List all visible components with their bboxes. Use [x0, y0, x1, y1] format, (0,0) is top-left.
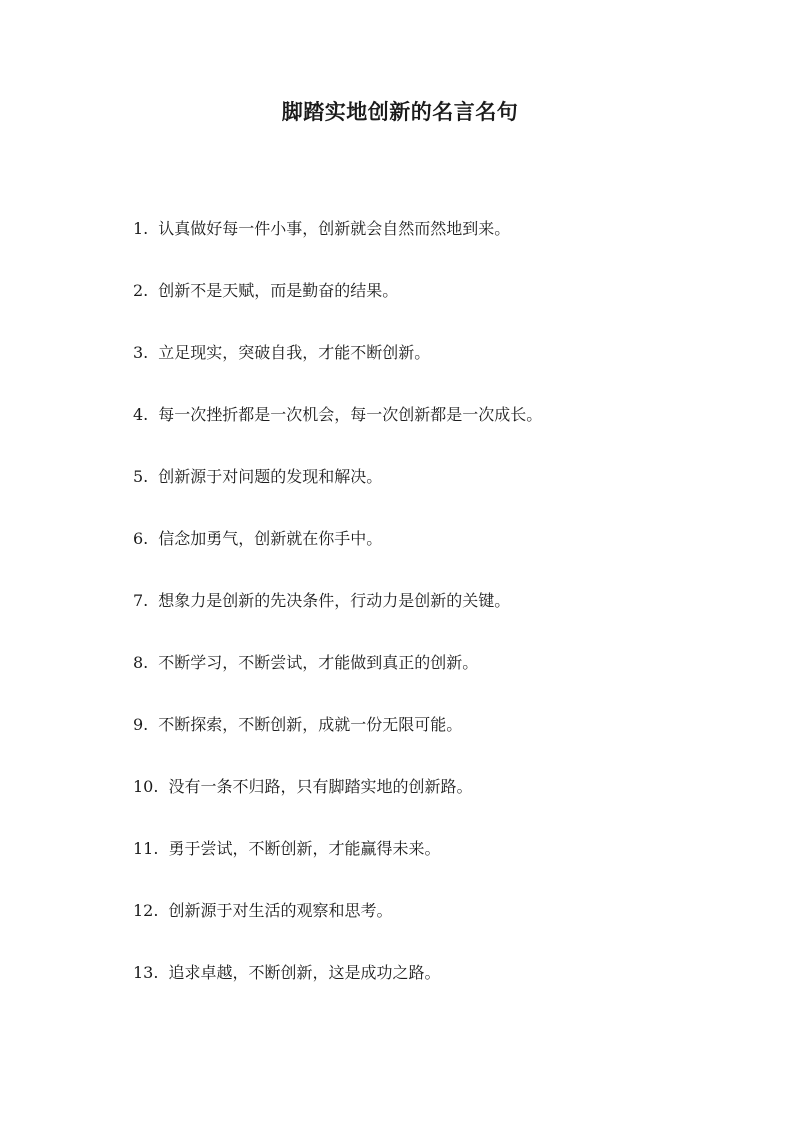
item-number: 7.	[133, 591, 149, 610]
item-number: 10.	[133, 777, 159, 796]
list-item	[133, 837, 773, 899]
list-item	[133, 961, 773, 1023]
item-number: 1.	[133, 219, 149, 238]
list-item	[133, 341, 773, 403]
item-number: 3.	[133, 343, 149, 362]
list-item	[133, 217, 773, 279]
list-item	[133, 651, 773, 713]
item-text: 认真做好每一件小事，创新就会自然而然地到来。	[158, 219, 511, 238]
item-text: 勇于尝试，不断创新，才能赢得未来。	[168, 839, 441, 858]
item-number: 5.	[133, 467, 149, 486]
item-text: 不断学习，不断尝试，才能做到真正的创新。	[158, 653, 479, 672]
item-text: 追求卓越，不断创新，这是成功之路。	[168, 963, 441, 982]
item-text: 立足现实，突破自我，才能不断创新。	[158, 343, 431, 362]
list-item	[133, 279, 773, 341]
quote-list	[133, 217, 773, 1023]
item-text: 想象力是创新的先决条件，行动力是创新的关键。	[158, 591, 511, 610]
list-item	[133, 589, 773, 651]
item-number: 11.	[133, 839, 159, 858]
item-number: 4.	[133, 405, 149, 424]
page-title: 脚踏实地创新的名言名句	[281, 99, 519, 124]
list-item	[133, 713, 773, 775]
list-item	[133, 403, 773, 465]
item-number: 6.	[133, 529, 149, 548]
list-item	[133, 899, 773, 961]
item-text: 不断探索，不断创新，成就一份无限可能。	[158, 715, 463, 734]
item-text: 没有一条不归路，只有脚踏实地的创新路。	[168, 777, 473, 796]
item-text: 创新源于对问题的发现和解决。	[158, 467, 383, 486]
item-text: 创新源于对生活的观察和思考。	[168, 901, 393, 920]
item-text: 信念加勇气，创新就在你手中。	[158, 529, 383, 548]
item-number: 13.	[133, 963, 159, 982]
item-number: 12.	[133, 901, 159, 920]
item-number: 8.	[133, 653, 149, 672]
item-number: 2.	[133, 281, 149, 300]
list-item	[133, 465, 773, 527]
item-number: 9.	[133, 715, 149, 734]
list-item	[133, 527, 773, 589]
item-text: 创新不是天赋，而是勤奋的结果。	[158, 281, 399, 300]
list-item	[133, 775, 773, 837]
item-text: 每一次挫折都是一次机会，每一次创新都是一次成长。	[158, 405, 543, 424]
